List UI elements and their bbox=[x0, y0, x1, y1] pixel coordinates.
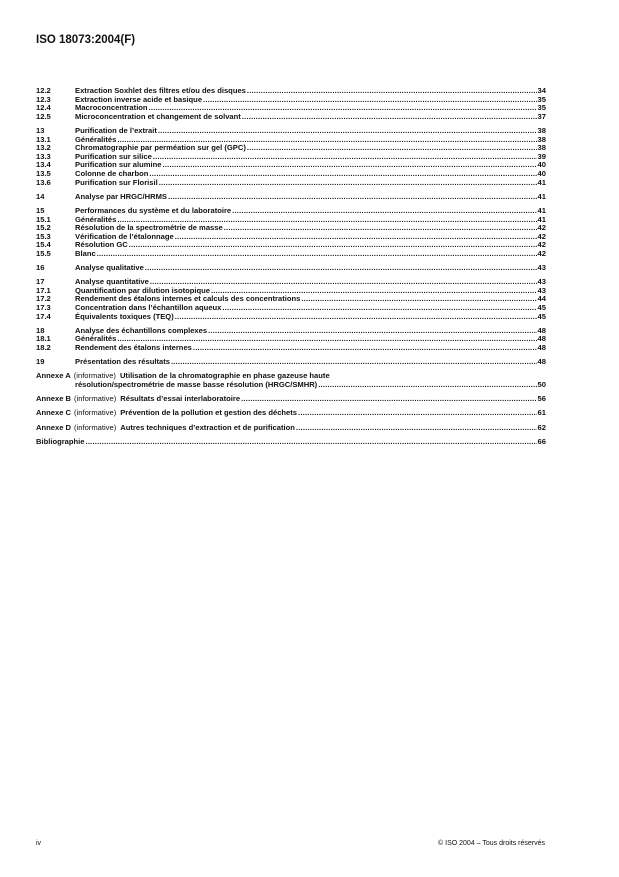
annex-page: 50 bbox=[537, 379, 546, 389]
toc-leader-dots bbox=[232, 207, 536, 216]
toc-leader-dots bbox=[241, 395, 536, 404]
toc-entry-page: 42 bbox=[537, 240, 546, 250]
toc-entry-number: 13.3 bbox=[36, 151, 51, 161]
toc-annex[interactable] bbox=[36, 372, 546, 389]
toc-entry[interactable] bbox=[36, 344, 546, 353]
toc-entry[interactable] bbox=[36, 179, 546, 188]
toc-entry-page: 45 bbox=[537, 311, 546, 321]
toc-entry-page: 48 bbox=[537, 343, 546, 352]
toc-entry-title: Analyse des échantillons complexes bbox=[75, 325, 208, 335]
annex-type: (informative) bbox=[74, 394, 117, 404]
annex-label: Annexe C bbox=[36, 408, 72, 418]
toc-annex-line bbox=[36, 395, 546, 404]
toc-leader-dots bbox=[208, 327, 536, 336]
toc-leader-dots bbox=[129, 241, 537, 250]
toc-leader-dots bbox=[193, 344, 537, 353]
toc-entry-title: Résolution GC bbox=[75, 240, 128, 250]
table-of-contents bbox=[36, 87, 546, 446]
annex-page: 56 bbox=[537, 394, 546, 404]
toc-entry-number: 15.5 bbox=[36, 248, 51, 258]
toc-leader-dots bbox=[301, 295, 536, 304]
toc-entry-title: Purification sur alumine bbox=[75, 160, 162, 170]
toc-entry-number: 13.6 bbox=[36, 177, 51, 187]
toc-entry-title: Rendement des étalons internes et calculs des concentrations bbox=[75, 294, 301, 304]
annex-label: Annexe B bbox=[36, 394, 72, 404]
toc-entry-page: 41 bbox=[537, 205, 546, 215]
toc-leader-dots bbox=[247, 144, 537, 153]
toc-section-group bbox=[36, 327, 546, 353]
toc-entry-title: Microconcentration et changement de solvant bbox=[75, 111, 241, 121]
page-number: iv bbox=[36, 840, 42, 847]
toc-entry-title: Présentation des résultats bbox=[75, 357, 170, 367]
toc-entry-number: 15.2 bbox=[36, 223, 51, 233]
toc-entry-number: 18 bbox=[36, 325, 45, 335]
toc-entry-number: 19 bbox=[36, 357, 45, 367]
toc-section-group bbox=[36, 264, 546, 273]
toc-entry-title: Équivalents toxiques (TEQ) bbox=[75, 311, 174, 321]
toc-entry-page: 38 bbox=[537, 143, 546, 153]
toc-entry[interactable] bbox=[36, 264, 546, 273]
toc-entry-title: Colonne de charbon bbox=[75, 168, 149, 178]
toc-leader-dots bbox=[153, 153, 537, 162]
toc-leader-dots bbox=[175, 313, 537, 322]
toc-entry-page: 43 bbox=[537, 263, 546, 273]
toc-leader-dots bbox=[242, 113, 537, 122]
toc-section-group bbox=[36, 87, 546, 121]
toc-entry-number: 15.4 bbox=[36, 240, 51, 250]
toc-entry-number: 13.4 bbox=[36, 160, 51, 170]
toc-leader-dots bbox=[158, 127, 537, 136]
annex-label: Annexe D bbox=[36, 422, 72, 432]
toc-entry-number: 18.1 bbox=[36, 334, 51, 344]
toc-entry-page: 44 bbox=[537, 294, 546, 304]
toc-entry-page: 35 bbox=[537, 94, 546, 104]
toc-entry[interactable] bbox=[36, 313, 546, 322]
toc-entry-page: 42 bbox=[537, 223, 546, 233]
toc-annex[interactable] bbox=[36, 424, 546, 433]
annex-title: Prévention de la pollution et gestion des déchets bbox=[120, 408, 298, 418]
toc-entry-page: 42 bbox=[537, 248, 546, 258]
toc-leader-dots bbox=[298, 409, 537, 418]
toc-entry-number: 17.3 bbox=[36, 303, 51, 313]
toc-entry-page: 43 bbox=[537, 277, 546, 287]
toc-leader-dots bbox=[145, 264, 537, 273]
toc-entry-number: 16 bbox=[36, 263, 45, 273]
toc-leader-dots bbox=[86, 438, 537, 447]
toc-annex[interactable] bbox=[36, 409, 546, 418]
toc-entry-number: 13.2 bbox=[36, 143, 51, 153]
bibliography-page: 66 bbox=[537, 436, 546, 446]
toc-entry-page: 40 bbox=[537, 160, 546, 170]
toc-entry-title: Résolution de la spectrométrie de masse bbox=[75, 223, 223, 233]
toc-annex-line bbox=[36, 381, 546, 390]
toc-entry[interactable] bbox=[36, 250, 546, 259]
toc-entry-page: 43 bbox=[537, 285, 546, 295]
annex-type: (informative) bbox=[74, 408, 117, 418]
annex-title-cont: résolution/spectrométrie de masse basse résolution (HRGC/SMHR) bbox=[75, 379, 318, 389]
toc-entry-title: Généralités bbox=[75, 134, 117, 144]
toc-entry-number: 15.3 bbox=[36, 231, 51, 241]
toc-entry-page: 34 bbox=[537, 86, 546, 95]
toc-entry-page: 41 bbox=[537, 214, 546, 224]
toc-entry-page: 42 bbox=[537, 231, 546, 241]
annex-title: Utilisation de la chromatographie en phase gazeuse haute bbox=[119, 371, 330, 381]
toc-entry-title: Analyse par HRGC/HRMS bbox=[75, 191, 167, 201]
toc-entry-page: 38 bbox=[537, 125, 546, 135]
toc-entry-number: 17.4 bbox=[36, 311, 51, 321]
toc-entry-page: 48 bbox=[537, 334, 546, 344]
annex-title: Autres techniques d’extraction et de purification bbox=[120, 422, 295, 432]
toc-entry-title: Extraction Soxhlet des filtres et/ou des disques bbox=[75, 86, 246, 95]
annex-title: Résultats d’essai interlaboratoire bbox=[120, 394, 241, 404]
toc-entry-title: Généralités bbox=[75, 334, 117, 344]
toc-leader-dots bbox=[318, 381, 536, 390]
toc-entry-page: 37 bbox=[537, 111, 546, 121]
toc-entry-number: 17 bbox=[36, 277, 45, 287]
toc-entry-title: Vérification de l’étalonnage bbox=[75, 231, 174, 241]
toc-entry-page: 48 bbox=[537, 325, 546, 335]
toc-entry[interactable] bbox=[36, 241, 546, 250]
toc-entry[interactable] bbox=[36, 113, 546, 122]
toc-section-group bbox=[36, 278, 546, 321]
annex-page: 61 bbox=[537, 408, 546, 418]
toc-leader-dots bbox=[222, 304, 536, 313]
toc-entry-number: 15.1 bbox=[36, 214, 51, 224]
toc-entry-number: 18.2 bbox=[36, 343, 51, 352]
toc-entry-page: 40 bbox=[537, 168, 546, 178]
toc-leader-dots bbox=[171, 358, 537, 367]
toc-entry-title: Quantification par dilution isotopique bbox=[75, 285, 210, 295]
toc-entry-title: Blanc bbox=[75, 248, 96, 258]
toc-annex-line bbox=[36, 409, 546, 418]
toc-entry-number: 12.4 bbox=[36, 103, 51, 113]
toc-leader-dots bbox=[159, 179, 537, 188]
toc-entry[interactable] bbox=[36, 358, 546, 367]
toc-entry-title: Purification sur Florisil bbox=[75, 177, 158, 187]
toc-entry-title: Chromatographie par perméation sur gel (GPC) bbox=[75, 143, 246, 153]
annex-page: 62 bbox=[537, 422, 546, 432]
copyright: © ISO 2004 – Tous droits réservés bbox=[438, 840, 545, 847]
toc-entry-title: Analyse qualitative bbox=[75, 263, 144, 273]
toc-leader-dots bbox=[168, 193, 537, 202]
toc-entry-number: 12.5 bbox=[36, 111, 51, 121]
toc-entry-title: Performances du système et du laboratoire bbox=[75, 205, 232, 215]
toc-leader-dots bbox=[175, 233, 537, 242]
toc-entry-title: Analyse quantitative bbox=[75, 277, 149, 287]
toc-entry-page: 45 bbox=[537, 303, 546, 313]
toc-leader-dots bbox=[203, 96, 537, 105]
toc-leader-dots bbox=[97, 250, 537, 259]
toc-leader-dots bbox=[247, 87, 537, 96]
toc-entry-number: 13.1 bbox=[36, 134, 51, 144]
toc-entry-number: 13.5 bbox=[36, 168, 51, 178]
toc-entry[interactable] bbox=[36, 193, 546, 202]
toc-section-group bbox=[36, 358, 546, 367]
toc-entry-page: 41 bbox=[537, 191, 546, 201]
toc-entry-page: 38 bbox=[537, 134, 546, 144]
toc-entry-page: 41 bbox=[537, 177, 546, 187]
toc-leader-dots bbox=[149, 170, 536, 179]
toc-entry-number: 17.2 bbox=[36, 294, 51, 304]
toc-leader-dots bbox=[224, 224, 537, 233]
toc-entry-title: Concentration dans l’échantillon aqueux bbox=[75, 303, 222, 313]
annex-type: (informative) bbox=[73, 371, 116, 381]
toc-entry-title: Généralités bbox=[75, 214, 117, 224]
toc-entry-number: 12.3 bbox=[36, 94, 51, 104]
toc-entry-number: 13 bbox=[36, 125, 45, 135]
annex-label: Annexe A bbox=[36, 371, 71, 381]
toc-entry-title: Purification sur silice bbox=[75, 151, 152, 161]
toc-annex-line bbox=[36, 424, 546, 433]
bibliography-title: Bibliographie bbox=[36, 436, 85, 446]
toc-entry-number: 15 bbox=[36, 205, 45, 215]
toc-leader-dots bbox=[163, 161, 537, 170]
toc-entry-title: Extraction inverse acide et basique bbox=[75, 94, 203, 104]
toc-entry-number: 17.1 bbox=[36, 285, 51, 295]
toc-section-group bbox=[36, 127, 546, 187]
toc-entry-title: Macroconcentration bbox=[75, 103, 148, 113]
document-header: ISO 18073:2004(F) bbox=[36, 34, 136, 46]
toc-entry-page: 35 bbox=[537, 103, 546, 113]
annex-type: (informative) bbox=[74, 422, 117, 432]
toc-entry-page: 39 bbox=[537, 151, 546, 161]
toc-annex[interactable] bbox=[36, 395, 546, 404]
toc-entry-title: Rendement des étalons internes bbox=[75, 343, 192, 352]
toc-leader-dots bbox=[296, 424, 537, 433]
toc-section-group bbox=[36, 193, 546, 202]
toc-bibliography[interactable] bbox=[36, 438, 546, 447]
toc-section-group bbox=[36, 207, 546, 259]
toc-entry-page: 48 bbox=[537, 357, 546, 367]
toc-entry-title: Purification de l’extrait bbox=[75, 125, 157, 135]
toc-entry-number: 12.2 bbox=[36, 86, 51, 95]
toc-entry-number: 14 bbox=[36, 191, 45, 201]
